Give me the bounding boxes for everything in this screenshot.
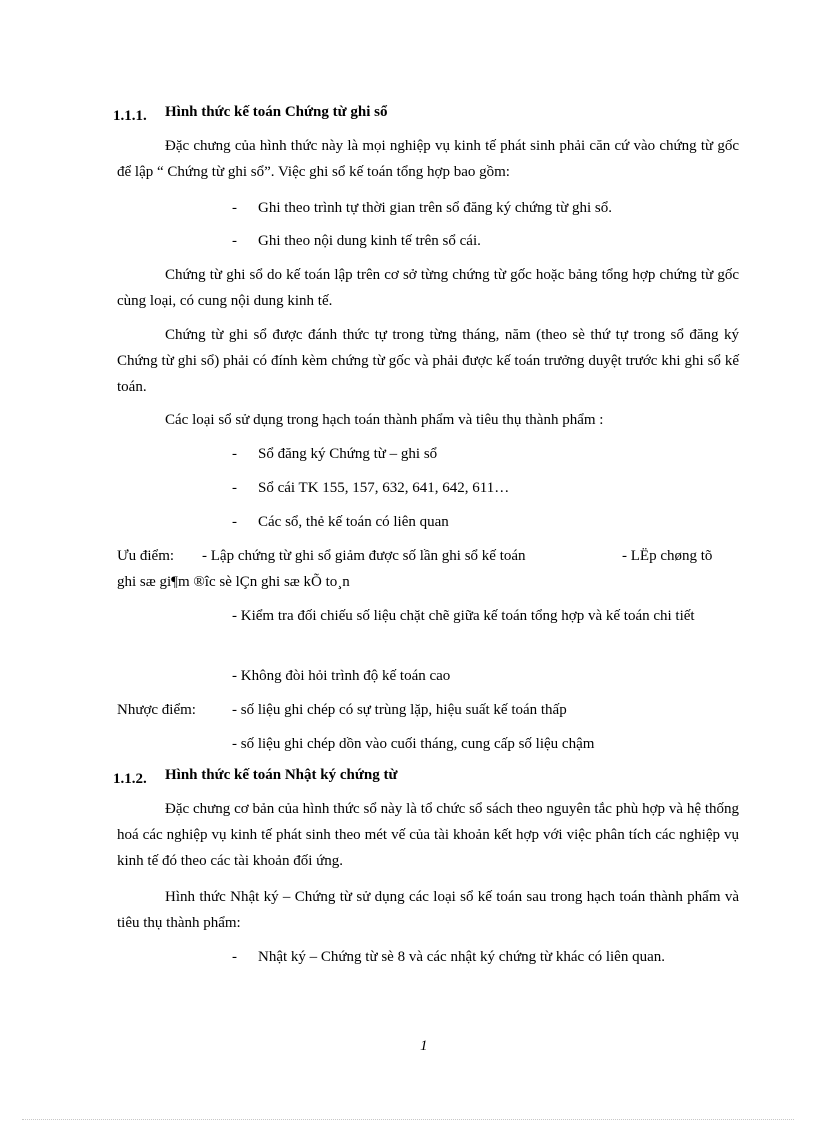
list-item-text: Các sổ, thẻ kế toán có liên quan <box>258 514 449 530</box>
paragraph: Đặc chưng cơ bản của hình thức sổ này là tổ chức sổ sách theo nguyên tắc phù hợp và hệ thống hoá các nghiệp vụ kinh tế phát sinh theo mét vế của tài khoản kết hợp với việc phân tích các nghiệp vụ kinh tế đó theo các tài khoản đối ứng. <box>117 801 739 869</box>
disadvantages-item: - số liệu ghi chép có sự trùng lặp, hiệu suất kế toán thấp <box>232 702 567 718</box>
advantages-item-garbled-continued: ghi sæ gi¶m ®îc sè lÇn ghi sæ kÕ to¸n <box>117 574 350 590</box>
section-title: Hình thức kế toán Nhật ký chứng từ <box>165 767 398 783</box>
disadvantages-item: - số liệu ghi chép dồn vào cuối tháng, cung cấp số liệu chậm <box>232 736 595 752</box>
bullet-dash: - <box>232 200 237 216</box>
page-bottom-divider <box>22 1119 794 1120</box>
bullet-dash: - <box>232 446 237 462</box>
advantages-item: - Không đòi hỏi trình độ kế toán cao <box>232 668 451 684</box>
paragraph: Chứng từ ghi sổ do kế toán lập trên cơ sở từng chứng từ gốc hoặc bảng tổng hợp chứng từ gốc cùng loại, có cung nội dung kinh tế. <box>117 267 739 309</box>
section-title: Hình thức kế toán Chứng từ ghi sổ <box>165 104 388 120</box>
list-item-text: Ghi theo trình tự thời gian trên sổ đăng ký chứng từ ghi sổ. <box>258 200 612 216</box>
bullet-dash: - <box>232 949 237 965</box>
paragraph: Hình thức Nhật ký – Chứng từ sử dụng các loại sổ kế toán sau trong hạch toán thành phẩm và tiêu thụ thành phẩm: <box>117 889 739 931</box>
section-heading-1 <box>113 104 733 128</box>
disadvantages-label: Nhược điểm: <box>117 702 196 718</box>
paragraph: Các loại sổ sử dụng trong hạch toán thành phẩm và tiêu thụ thành phẩm : <box>165 412 604 428</box>
list-item-text: Ghi theo nội dung kinh tế trên sổ cái. <box>258 233 481 249</box>
advantages-item: - Lập chứng từ ghi sổ giảm được số lần ghi sổ kế toán <box>202 548 526 564</box>
advantages-item: - Kiểm tra đối chiếu số liệu chặt chẽ giữa kế toán tổng hợp và kế toán chi tiết <box>232 608 695 624</box>
section-heading-2 <box>113 767 733 791</box>
paragraph: Chứng từ ghi sổ được đánh thức tự trong từng tháng, năm (theo sè thứ tự trong sổ đăng ký Chứng từ ghi sổ) phải có đính kèm chứng từ gốc và phải được kế toán trưởng duyệt trước khi ghi sổ kế toán. <box>117 327 739 395</box>
bullet-dash: - <box>232 514 237 530</box>
bullet-dash: - <box>232 233 237 249</box>
section-number: 1.1.2. <box>113 771 147 787</box>
list-item-text: Sổ đăng ký Chứng từ – ghi sổ <box>258 446 438 462</box>
page-number: 1 <box>420 1038 428 1054</box>
advantages-item-garbled: - LËp chøng tõ <box>622 548 713 564</box>
advantages-label: Ưu điểm: <box>117 548 175 564</box>
list-item-text: Sổ cái TK 155, 157, 632, 641, 642, 611… <box>258 480 510 496</box>
bullet-dash: - <box>232 480 237 496</box>
paragraph: Đặc chưng của hình thức này là mọi nghiệp vụ kinh tế phát sinh phải căn cứ vào chứng từ gốc để lập “ Chứng từ ghi sổ”. Việc ghi sổ kế toán tổng hợp bao gồm: <box>117 138 739 180</box>
section-number: 1.1.1. <box>113 108 147 124</box>
list-item-text: Nhật ký – Chứng từ sè 8 và các nhật ký chứng từ khác có liên quan. <box>258 949 665 965</box>
